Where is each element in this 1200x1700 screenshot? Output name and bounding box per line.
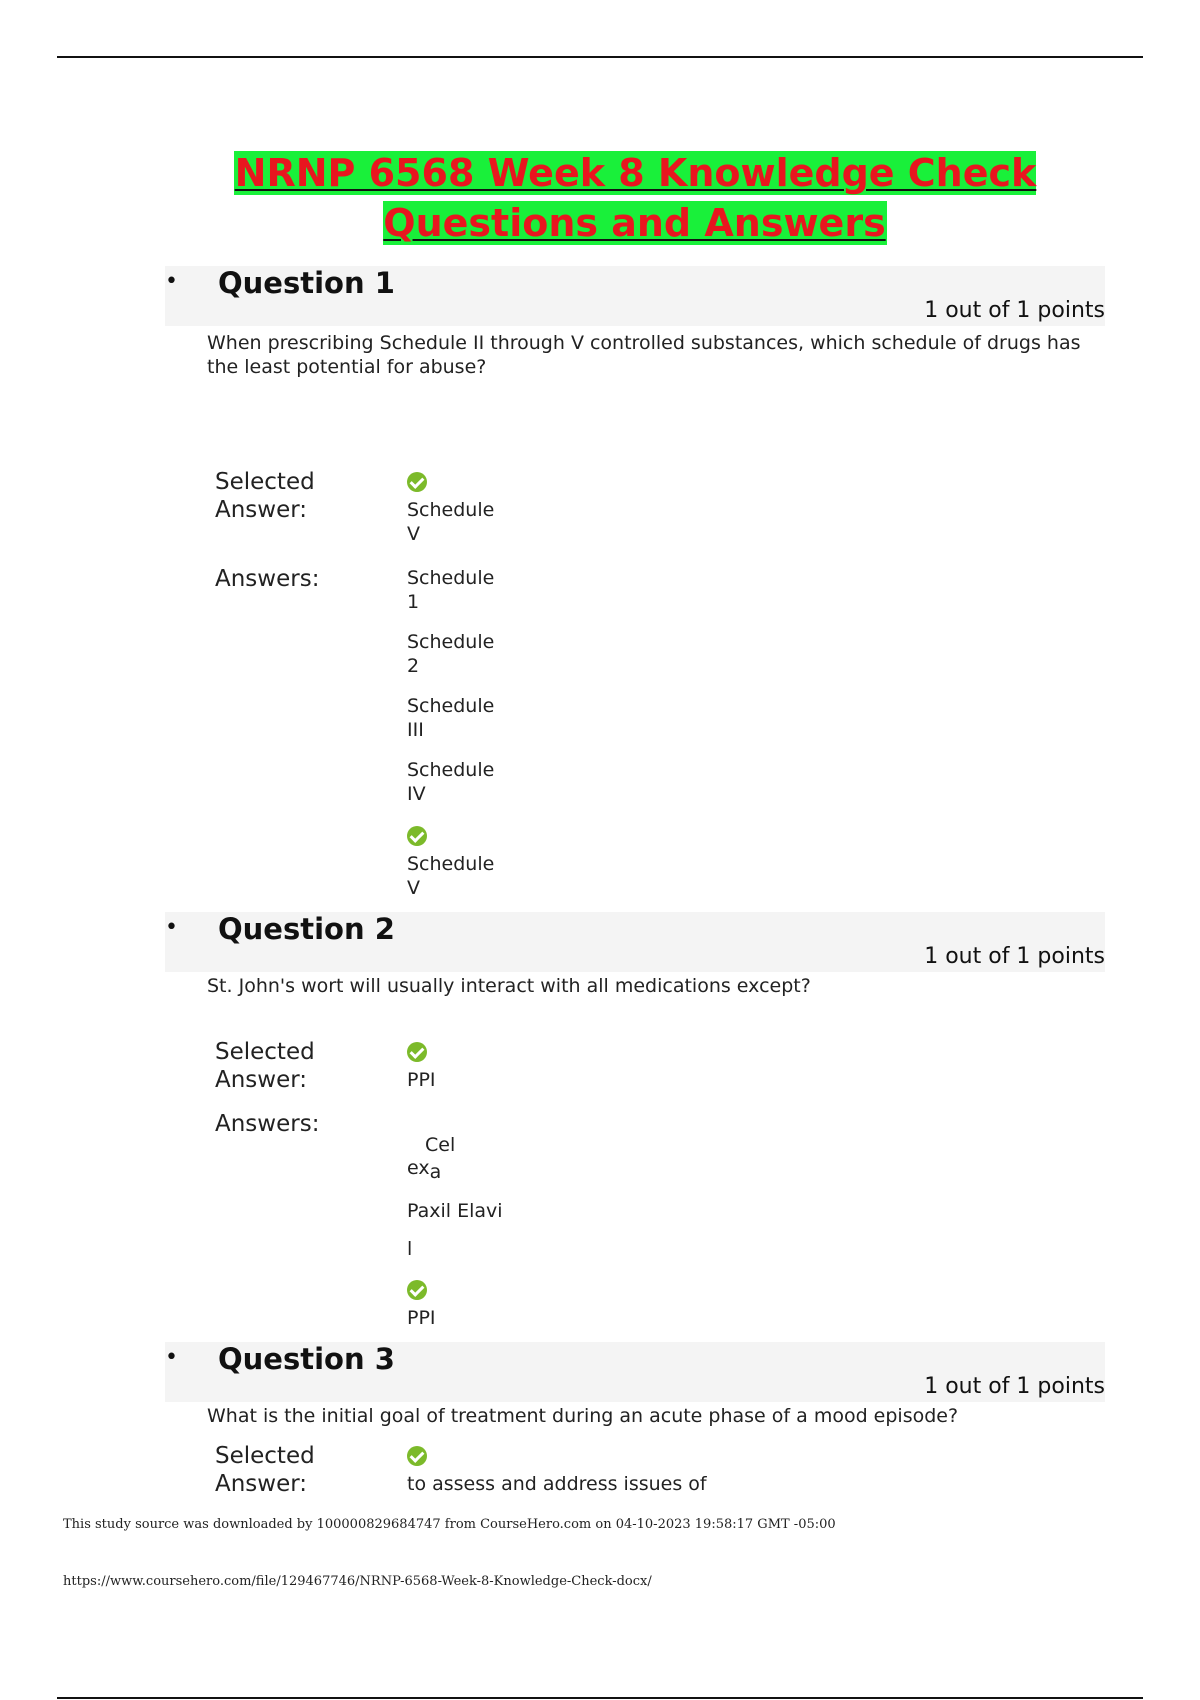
checkmark-icon: [407, 1042, 427, 1062]
bullet: •: [165, 915, 178, 940]
question-1-selected-answer: Schedule V: [407, 472, 502, 546]
question-1-answer-option: Schedule 2: [407, 631, 495, 677]
question-2-answer-option: exa: [407, 1157, 442, 1183]
question-1-answer-option: Schedule IV: [407, 759, 495, 805]
question-2-answer-option: Cel: [425, 1134, 456, 1156]
question-2-header: [165, 912, 1105, 972]
question-3-header: [165, 1342, 1105, 1402]
question-3-selected-label: Selected Answer:: [215, 1443, 315, 1497]
question-2-points: 1 out of 1 points: [924, 944, 1105, 969]
question-1-points: 1 out of 1 points: [924, 298, 1105, 323]
question-1-answers-label: Answers:: [215, 566, 320, 592]
question-1-header: [165, 266, 1105, 326]
question-2-answer-option: Paxil Elavi: [407, 1200, 503, 1222]
question-3-title: Question 3: [218, 1342, 395, 1376]
question-2-answer-option: l: [407, 1238, 413, 1260]
question-3-points: 1 out of 1 points: [924, 1374, 1105, 1399]
question-1-text: When prescribing Schedule II through V controlled substances, which schedule of drugs has the least potential for abuse?: [207, 332, 1081, 378]
bullet: •: [165, 269, 178, 294]
download-notice: This study source was downloaded by 100000829684747 from CourseHero.com on 04-10-2023 19:58:17 GMT -05:00: [63, 1517, 836, 1532]
source-url[interactable]: https://www.coursehero.com/file/129467746/NRNP-6568-Week-8-Knowledge-Check-docx/: [63, 1574, 652, 1589]
question-2-selected-answer: PPI: [407, 1042, 436, 1092]
question-3-selected-answer: to assess and address issues of: [407, 1446, 807, 1496]
page-title: NRNP 6568 Week 8 Knowledge Check Questions and Answers: [234, 151, 1037, 245]
top-rule: [57, 56, 1143, 58]
checkmark-icon: [407, 1446, 427, 1466]
question-2-title: Question 2: [218, 912, 395, 946]
checkmark-icon: [407, 826, 427, 846]
checkmark-icon: [407, 1280, 427, 1300]
bottom-rule: [57, 1697, 1143, 1699]
question-3-text: What is the initial goal of treatment during an acute phase of a mood episode?: [207, 1405, 959, 1427]
checkmark-icon: [407, 472, 427, 492]
question-1-selected-label: Selected Answer:: [215, 469, 315, 523]
question-2-answer-option-correct: PPI: [407, 1280, 436, 1330]
question-2-text: St. John's wort will usually interact with all medications except?: [207, 975, 811, 997]
question-1-answer-option-correct: Schedule V: [407, 826, 502, 900]
bullet: •: [165, 1345, 178, 1370]
question-1-answer-option: Schedule 1: [407, 567, 495, 613]
question-2-selected-label: Selected Answer:: [215, 1039, 315, 1093]
question-1-answer-option: Schedule III: [407, 695, 495, 741]
question-2-answers-label: Answers:: [215, 1111, 320, 1137]
question-1-title: Question 1: [218, 266, 395, 300]
